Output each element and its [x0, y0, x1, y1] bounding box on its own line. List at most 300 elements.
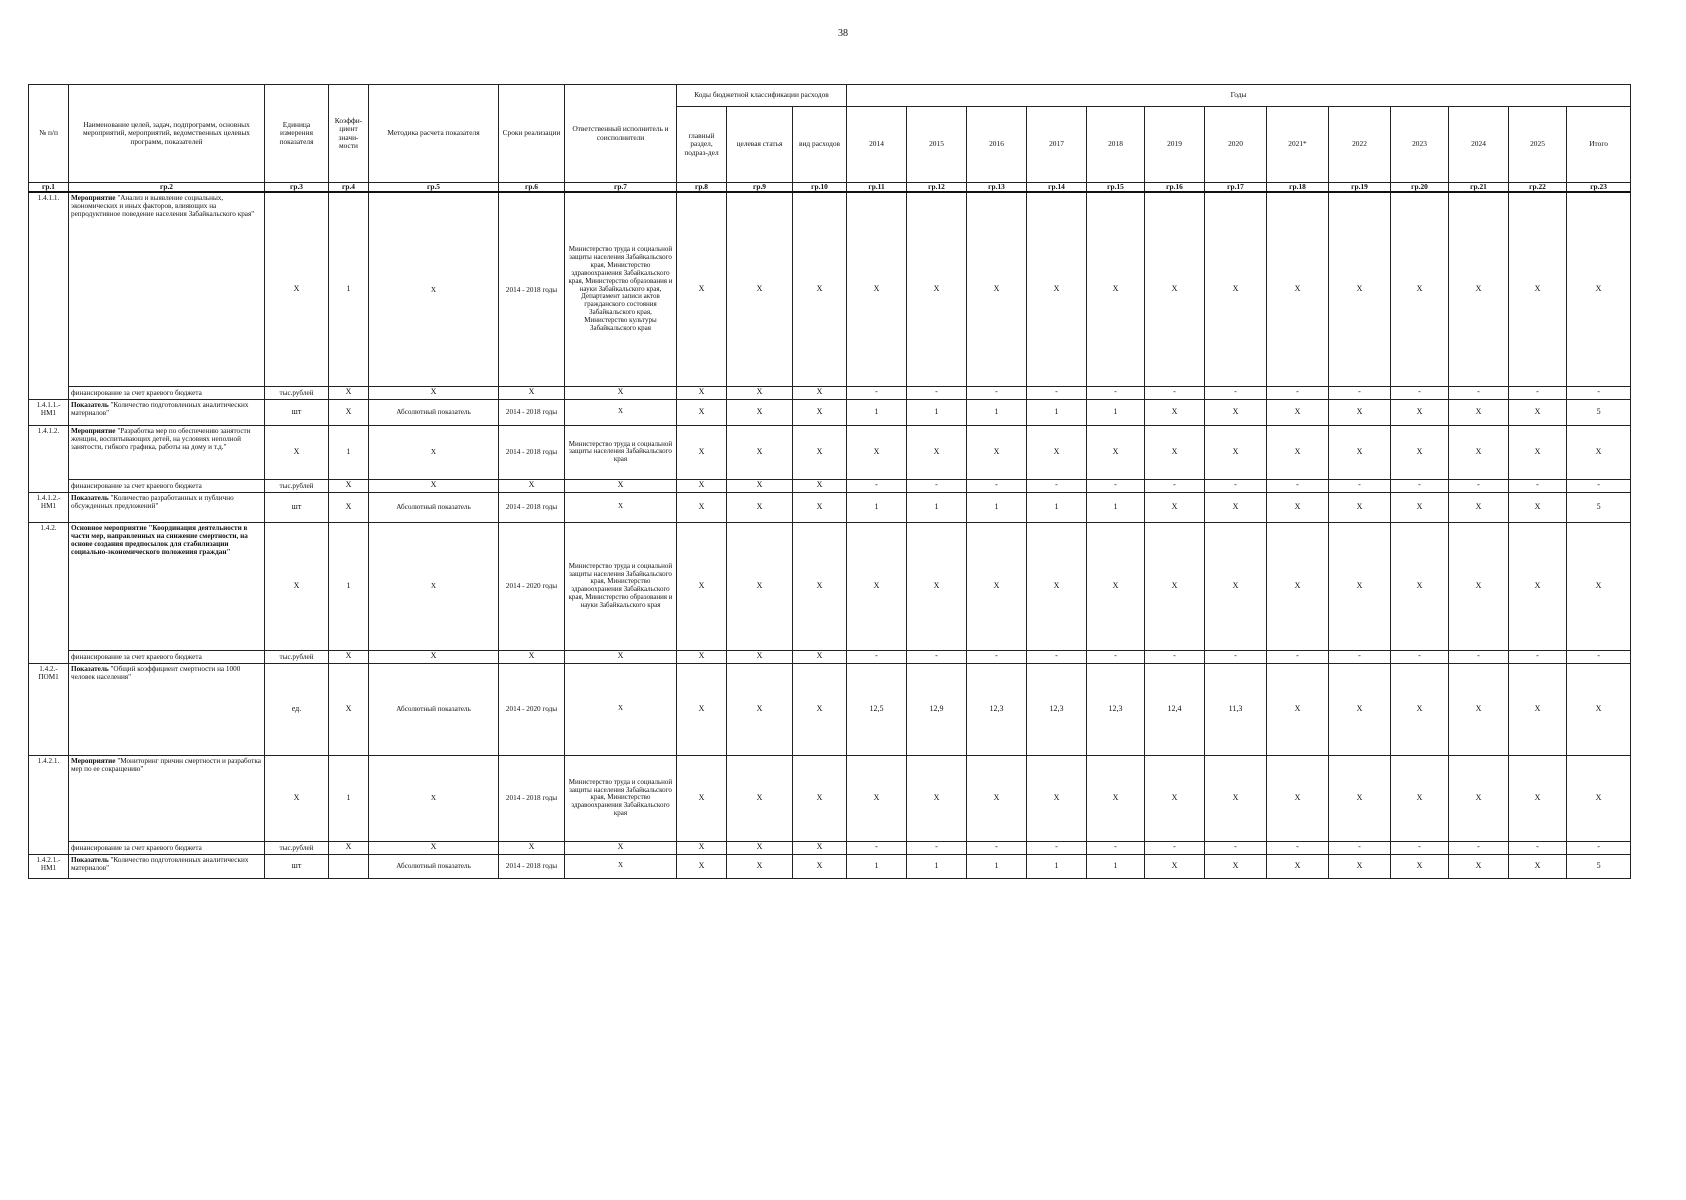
- row-number: 1.4.2.1.: [29, 755, 69, 854]
- value-cell: -: [1145, 650, 1205, 663]
- financing-row: [29, 841, 1631, 854]
- value-cell: X: [1145, 522, 1205, 650]
- header-year: 2017: [1027, 107, 1087, 183]
- header-year: 2019: [1145, 107, 1205, 183]
- responsible-cell: Министерство труда и социальной защиты населения Забайкальского края: [565, 425, 677, 479]
- column-number: гр.4: [329, 183, 369, 193]
- value-cell: -: [1267, 650, 1329, 663]
- value-cell: -: [1087, 479, 1145, 492]
- value-cell: -: [1567, 386, 1631, 399]
- row-number: 1.4.1.1.: [29, 192, 69, 399]
- value-cell: X: [677, 522, 727, 650]
- row-name: [69, 492, 265, 522]
- page-number: 38: [838, 28, 848, 39]
- column-number: гр.19: [1329, 183, 1391, 193]
- value-cell: X: [1145, 425, 1205, 479]
- value-cell: -: [967, 386, 1027, 399]
- term-cell: 2014 - 2018 годы: [499, 399, 565, 425]
- method-cell: X: [369, 425, 499, 479]
- value-cell: X: [677, 399, 727, 425]
- value-cell: 1: [847, 854, 907, 878]
- header-year: 2023: [1391, 107, 1449, 183]
- value-cell: X: [1087, 425, 1145, 479]
- term-cell: 2014 - 2018 годы: [499, 755, 565, 841]
- value-cell: X: [907, 192, 967, 386]
- value-cell: X: [1145, 492, 1205, 522]
- column-number: гр.16: [1145, 183, 1205, 193]
- value-cell: X: [907, 522, 967, 650]
- program-table: [28, 84, 1631, 879]
- measure-row: [29, 192, 1631, 386]
- value-cell: X: [727, 522, 793, 650]
- method-cell: Абсолютный показатель: [369, 854, 499, 878]
- value-cell: X: [793, 492, 847, 522]
- column-number: гр.7: [565, 183, 677, 193]
- value-cell: -: [1391, 650, 1449, 663]
- coef-cell: X: [329, 650, 369, 663]
- value-cell: 1: [1087, 492, 1145, 522]
- value-cell: X: [1449, 663, 1509, 755]
- value-cell: X: [1329, 663, 1391, 755]
- value-cell: X: [1567, 425, 1631, 479]
- value-cell: X: [793, 192, 847, 386]
- value-cell: 12,3: [1087, 663, 1145, 755]
- value-cell: X: [727, 663, 793, 755]
- value-cell: X: [1205, 755, 1267, 841]
- row-name-text: "Анализ и выявление социальных, экономических и иных факторов, влияющих на репродуктивное поведение населения Забайкальского края": [71, 194, 255, 219]
- column-number: гр.6: [499, 183, 565, 193]
- column-number: гр.15: [1087, 183, 1145, 193]
- term-cell: 2014 - 2018 годы: [499, 854, 565, 878]
- row-name: [69, 854, 265, 878]
- value-cell: X: [793, 755, 847, 841]
- value-cell: X: [1509, 663, 1567, 755]
- value-cell: -: [1509, 479, 1567, 492]
- header-term: Сроки реализации: [499, 85, 565, 183]
- value-cell: -: [907, 479, 967, 492]
- column-number: гр.3: [265, 183, 329, 193]
- value-cell: -: [1087, 650, 1145, 663]
- value-cell: X: [677, 386, 727, 399]
- value-cell: X: [1567, 755, 1631, 841]
- value-cell: -: [1267, 386, 1329, 399]
- row-name-prefix: Мероприятие: [71, 756, 116, 765]
- term-cell: 2014 - 2018 годы: [499, 192, 565, 386]
- value-cell: 1: [847, 399, 907, 425]
- column-number: гр.12: [907, 183, 967, 193]
- method-cell: X: [369, 755, 499, 841]
- row-number: 1.4.1.2.-НМ1: [29, 492, 69, 522]
- value-cell: X: [907, 755, 967, 841]
- value-cell: X: [847, 192, 907, 386]
- method-cell: X: [369, 522, 499, 650]
- value-cell: X: [1205, 522, 1267, 650]
- value-cell: 1: [1087, 399, 1145, 425]
- row-number: 1.4.2.-ПОМ1: [29, 663, 69, 755]
- value-cell: -: [847, 479, 907, 492]
- column-number: гр.5: [369, 183, 499, 193]
- value-cell: X: [1145, 399, 1205, 425]
- header-budget-codes: Коды бюджетной классификации расходов: [677, 85, 847, 107]
- value-cell: -: [1205, 386, 1267, 399]
- row-name-text: "Общий коэффициент смертности на 1000 человек населения": [71, 664, 241, 681]
- value-cell: X: [1567, 192, 1631, 386]
- financing-name: финансирование за счет краевого бюджета: [69, 841, 265, 854]
- value-cell: X: [847, 425, 907, 479]
- header-year: 2018: [1087, 107, 1145, 183]
- value-cell: X: [847, 755, 907, 841]
- responsible-cell: X: [565, 399, 677, 425]
- column-number: гр.17: [1205, 183, 1267, 193]
- term-cell: 2014 - 2020 годы: [499, 522, 565, 650]
- header-budget-col: вид расходов: [793, 107, 847, 183]
- indicator-row: [29, 663, 1631, 755]
- value-cell: X: [1329, 399, 1391, 425]
- value-cell: X: [1027, 522, 1087, 650]
- value-cell: X: [1027, 425, 1087, 479]
- value-cell: X: [967, 192, 1027, 386]
- value-cell: X: [1449, 854, 1509, 878]
- value-cell: X: [1509, 492, 1567, 522]
- value-cell: -: [967, 479, 1027, 492]
- financing-row: [29, 650, 1631, 663]
- value-cell: X: [1567, 522, 1631, 650]
- value-cell: X: [1391, 399, 1449, 425]
- term-cell: X: [499, 841, 565, 854]
- unit-cell: ед.: [265, 663, 329, 755]
- value-cell: -: [1567, 479, 1631, 492]
- value-cell: -: [1449, 386, 1509, 399]
- responsible-cell: X: [565, 854, 677, 878]
- measure-row: [29, 522, 1631, 650]
- value-cell: 1: [967, 492, 1027, 522]
- responsible-cell: X: [565, 841, 677, 854]
- value-cell: X: [677, 663, 727, 755]
- value-cell: -: [1145, 479, 1205, 492]
- value-cell: -: [967, 841, 1027, 854]
- financing-row: [29, 479, 1631, 492]
- measure-row: [29, 755, 1631, 841]
- value-cell: -: [907, 841, 967, 854]
- value-cell: -: [1391, 386, 1449, 399]
- unit-cell: тыс.рублей: [265, 841, 329, 854]
- value-cell: X: [967, 755, 1027, 841]
- value-cell: X: [793, 425, 847, 479]
- column-number: гр.9: [727, 183, 793, 193]
- value-cell: -: [1567, 841, 1631, 854]
- value-cell: 1: [1027, 399, 1087, 425]
- value-cell: X: [727, 854, 793, 878]
- value-cell: X: [677, 650, 727, 663]
- value-cell: X: [1449, 755, 1509, 841]
- value-cell: X: [1205, 425, 1267, 479]
- value-cell: X: [1329, 425, 1391, 479]
- value-cell: X: [727, 386, 793, 399]
- value-cell: X: [727, 841, 793, 854]
- method-cell: X: [369, 650, 499, 663]
- value-cell: 1: [907, 854, 967, 878]
- value-cell: 11,3: [1205, 663, 1267, 755]
- value-cell: X: [727, 399, 793, 425]
- value-cell: X: [1087, 755, 1145, 841]
- value-cell: -: [967, 650, 1027, 663]
- responsible-cell: Министерство труда и социальной защиты населения Забайкальского края, Министерство здравоохранения Забайкальского края, Министерство образования и науки Забайкальского края: [565, 522, 677, 650]
- value-cell: X: [1509, 522, 1567, 650]
- value-cell: X: [727, 650, 793, 663]
- value-cell: 5: [1567, 399, 1631, 425]
- coef-cell: X: [329, 841, 369, 854]
- row-name-prefix: Показатель: [71, 664, 109, 673]
- value-cell: X: [1145, 192, 1205, 386]
- value-cell: X: [1391, 192, 1449, 386]
- value-cell: -: [847, 386, 907, 399]
- value-cell: 12,5: [847, 663, 907, 755]
- value-cell: X: [793, 663, 847, 755]
- value-cell: X: [1205, 399, 1267, 425]
- header-budget-col: главный раздел, подраз-дел: [677, 107, 727, 183]
- value-cell: X: [1449, 522, 1509, 650]
- unit-cell: тыс.рублей: [265, 650, 329, 663]
- header-coef: Коэффи-циент значи-мости: [329, 85, 369, 183]
- value-cell: -: [1329, 479, 1391, 492]
- value-cell: X: [1391, 492, 1449, 522]
- value-cell: -: [1329, 386, 1391, 399]
- column-number: гр.10: [793, 183, 847, 193]
- value-cell: 1: [1027, 492, 1087, 522]
- value-cell: X: [1329, 522, 1391, 650]
- responsible-cell: Министерство труда и социальной защиты населения Забайкальского края, Министерство здравоохранения Забайкальского края: [565, 755, 677, 841]
- unit-cell: X: [265, 425, 329, 479]
- row-name-text: "Количество разработанных и публично обсужденных предложений": [71, 493, 234, 510]
- header-year: Итого: [1567, 107, 1631, 183]
- method-cell: X: [369, 192, 499, 386]
- value-cell: X: [677, 425, 727, 479]
- header-year: 2022: [1329, 107, 1391, 183]
- indicator-row: [29, 399, 1631, 425]
- value-cell: X: [967, 425, 1027, 479]
- column-number: гр.13: [967, 183, 1027, 193]
- value-cell: X: [793, 841, 847, 854]
- value-cell: 1: [967, 399, 1027, 425]
- value-cell: 1: [907, 399, 967, 425]
- responsible-cell: X: [565, 492, 677, 522]
- value-cell: X: [1087, 192, 1145, 386]
- value-cell: -: [1027, 386, 1087, 399]
- value-cell: -: [1027, 650, 1087, 663]
- term-cell: 2014 - 2018 годы: [499, 492, 565, 522]
- row-name: [69, 522, 265, 650]
- value-cell: -: [1205, 650, 1267, 663]
- value-cell: X: [1027, 192, 1087, 386]
- header-unit: Единица измерения показателя: [265, 85, 329, 183]
- header-responsible: Ответственный исполнитель и соисполнители: [565, 85, 677, 183]
- value-cell: -: [1145, 841, 1205, 854]
- header-num: № п/п: [29, 85, 69, 183]
- coef-cell: X: [329, 479, 369, 492]
- indicator-row: [29, 854, 1631, 878]
- column-number: гр.2: [69, 183, 265, 193]
- financing-row: [29, 386, 1631, 399]
- column-number: гр.1: [29, 183, 69, 193]
- value-cell: 12,4: [1145, 663, 1205, 755]
- value-cell: -: [1027, 841, 1087, 854]
- header-name: Наименование целей, задач, подпрограмм, основных мероприятий, мероприятий, ведомственных целевых программ, показателей: [69, 85, 265, 183]
- column-number: гр.8: [677, 183, 727, 193]
- value-cell: X: [793, 399, 847, 425]
- column-number: гр.14: [1027, 183, 1087, 193]
- column-number: гр.20: [1391, 183, 1449, 193]
- value-cell: X: [677, 755, 727, 841]
- value-cell: X: [793, 650, 847, 663]
- header-year: 2021*: [1267, 107, 1329, 183]
- value-cell: X: [1391, 755, 1449, 841]
- value-cell: -: [907, 650, 967, 663]
- financing-name: финансирование за счет краевого бюджета: [69, 386, 265, 399]
- term-cell: X: [499, 386, 565, 399]
- row-name: [69, 192, 265, 386]
- coef-cell: X: [329, 492, 369, 522]
- value-cell: -: [1391, 841, 1449, 854]
- value-cell: X: [1509, 192, 1567, 386]
- method-cell: Абсолютный показатель: [369, 399, 499, 425]
- value-cell: X: [1329, 192, 1391, 386]
- responsible-cell: Министерство труда и социальной защиты населения Забайкальского края, Министерство здравоохранения Забайкальского края, Министерство образования и науки Забайкальского края, Департамент записи актов гражданского состояния Забайкальского края, Министерство культуры Забайкальского края: [565, 192, 677, 386]
- coef-cell: X: [329, 386, 369, 399]
- value-cell: X: [1509, 399, 1567, 425]
- unit-cell: тыс.рублей: [265, 386, 329, 399]
- row-name-prefix: Основное мероприятие "Координация деятельности в части мер, направленных на снижение смертности, на основе создания предпосылок для стабилизации социально-экономического положения граждан": [71, 523, 248, 556]
- value-cell: X: [677, 854, 727, 878]
- row-name-prefix: Показатель: [71, 400, 109, 409]
- value-cell: 1: [847, 492, 907, 522]
- unit-cell: шт: [265, 854, 329, 878]
- row-name: [69, 663, 265, 755]
- value-cell: X: [677, 479, 727, 492]
- value-cell: 12,3: [1027, 663, 1087, 755]
- value-cell: -: [1509, 650, 1567, 663]
- value-cell: X: [1267, 192, 1329, 386]
- value-cell: X: [727, 492, 793, 522]
- row-number: 1.4.1.1.-НМ1: [29, 399, 69, 425]
- coef-cell: 1: [329, 755, 369, 841]
- header-year: 2024: [1449, 107, 1509, 183]
- column-number: гр.11: [847, 183, 907, 193]
- value-cell: X: [1509, 854, 1567, 878]
- value-cell: -: [1567, 650, 1631, 663]
- value-cell: -: [1449, 650, 1509, 663]
- column-number: гр.18: [1267, 183, 1329, 193]
- value-cell: X: [1267, 425, 1329, 479]
- value-cell: X: [1449, 492, 1509, 522]
- value-cell: -: [1329, 841, 1391, 854]
- value-cell: X: [793, 522, 847, 650]
- financing-name: финансирование за счет краевого бюджета: [69, 650, 265, 663]
- value-cell: X: [967, 522, 1027, 650]
- row-name-text: "Количество подготовленных аналитических материалов": [71, 400, 249, 417]
- value-cell: -: [1145, 386, 1205, 399]
- value-cell: X: [677, 492, 727, 522]
- value-cell: -: [1267, 841, 1329, 854]
- value-cell: -: [1329, 650, 1391, 663]
- value-cell: X: [1205, 192, 1267, 386]
- header-year: 2015: [907, 107, 967, 183]
- value-cell: X: [1567, 663, 1631, 755]
- value-cell: X: [727, 755, 793, 841]
- method-cell: X: [369, 479, 499, 492]
- value-cell: X: [677, 192, 727, 386]
- responsible-cell: X: [565, 479, 677, 492]
- value-cell: -: [847, 650, 907, 663]
- responsible-cell: X: [565, 650, 677, 663]
- value-cell: X: [1329, 854, 1391, 878]
- coef-cell: 1: [329, 192, 369, 386]
- row-name-prefix: Мероприятие: [71, 426, 116, 435]
- column-number: гр.22: [1509, 183, 1567, 193]
- value-cell: X: [1145, 854, 1205, 878]
- value-cell: -: [1509, 386, 1567, 399]
- value-cell: X: [1449, 425, 1509, 479]
- method-cell: X: [369, 841, 499, 854]
- coef-cell: 1: [329, 522, 369, 650]
- value-cell: X: [1267, 522, 1329, 650]
- value-cell: -: [1391, 479, 1449, 492]
- coef-cell: X: [329, 399, 369, 425]
- value-cell: X: [1267, 755, 1329, 841]
- value-cell: X: [727, 425, 793, 479]
- value-cell: X: [1267, 492, 1329, 522]
- responsible-cell: X: [565, 386, 677, 399]
- value-cell: X: [1087, 522, 1145, 650]
- value-cell: X: [793, 854, 847, 878]
- coef-cell: [329, 854, 369, 878]
- value-cell: 5: [1567, 854, 1631, 878]
- term-cell: X: [499, 650, 565, 663]
- unit-cell: X: [265, 192, 329, 386]
- value-cell: X: [1329, 492, 1391, 522]
- term-cell: 2014 - 2020 годы: [499, 663, 565, 755]
- row-name-prefix: Показатель: [71, 855, 109, 864]
- method-cell: Абсолютный показатель: [369, 663, 499, 755]
- method-cell: Абсолютный показатель: [369, 492, 499, 522]
- value-cell: X: [1267, 663, 1329, 755]
- value-cell: -: [1087, 841, 1145, 854]
- value-cell: 1: [967, 854, 1027, 878]
- value-cell: 12,9: [907, 663, 967, 755]
- value-cell: -: [847, 841, 907, 854]
- indicator-row: [29, 492, 1631, 522]
- row-name-text: "Мониторинг причин смертности и разработка мер по ее сокращению": [71, 756, 261, 773]
- value-cell: X: [1267, 854, 1329, 878]
- value-cell: X: [1027, 755, 1087, 841]
- value-cell: X: [1145, 755, 1205, 841]
- value-cell: X: [907, 425, 967, 479]
- value-cell: -: [1509, 841, 1567, 854]
- value-cell: 12,3: [967, 663, 1027, 755]
- measure-row: [29, 425, 1631, 479]
- value-cell: X: [677, 841, 727, 854]
- value-cell: X: [847, 522, 907, 650]
- value-cell: 1: [907, 492, 967, 522]
- value-cell: X: [1509, 425, 1567, 479]
- value-cell: X: [1205, 854, 1267, 878]
- row-name: [69, 425, 265, 479]
- value-cell: X: [1205, 492, 1267, 522]
- unit-cell: шт: [265, 399, 329, 425]
- unit-cell: шт: [265, 492, 329, 522]
- column-number: гр.23: [1567, 183, 1631, 193]
- value-cell: X: [727, 479, 793, 492]
- term-cell: 2014 - 2018 годы: [499, 425, 565, 479]
